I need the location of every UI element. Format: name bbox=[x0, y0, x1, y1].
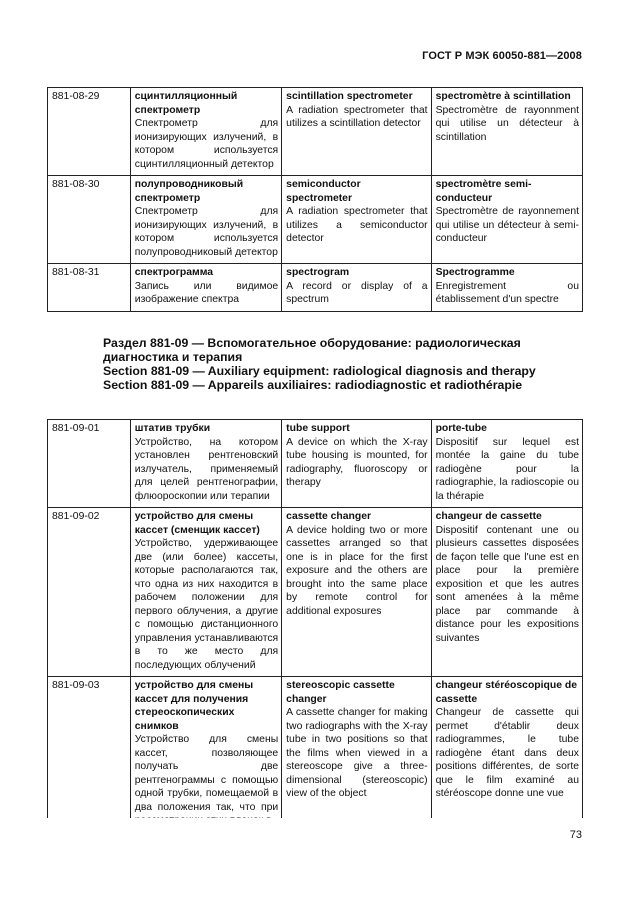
fr-definition: Spectromètre de rayonnement qui utilise un détecteur à semi-conducteur bbox=[435, 206, 579, 244]
ru-term: устройство для смены кассет для получения стереоскопических снимков bbox=[134, 680, 254, 732]
en-term: semiconductor spectrometer bbox=[286, 179, 361, 204]
ru-term: штатив трубки bbox=[134, 423, 211, 434]
fr-definition: Spectromètre de rayonnment qui utilise un détecteur à scintillation bbox=[435, 104, 579, 143]
ru-term: полупроводниковый спектрометр bbox=[134, 179, 244, 204]
en-term: tube support bbox=[286, 423, 350, 434]
table-row bbox=[48, 677, 583, 833]
en-definition: A device on which the X-ray tube housing is mounted, for radiography, fluoroscopy or therapy bbox=[286, 436, 428, 488]
term-number: 881-08-31 bbox=[48, 264, 131, 312]
term-number: 881-09-03 bbox=[48, 677, 131, 833]
term-number: 881-09-02 bbox=[48, 508, 131, 677]
ru-definition: Устройство для смены кассет, позволяющее получать две рентгенограммы с помощью одной трубки, помещаемой в два положения так, что при bbox=[134, 734, 279, 813]
ru-definition: Спектрометр для ионизирующих излучений, в котором используется сцинтилляционный детектор bbox=[134, 118, 279, 170]
term-number: 881-09-01 bbox=[48, 420, 131, 508]
en-term: scintillation spectrometer bbox=[286, 91, 413, 102]
page-number: 73 bbox=[569, 829, 582, 841]
ru-definition: Устройство, на котором установлен рентгеновский излучатель, применяемый для целей рентгенографии, флюороскопии или терапии bbox=[134, 436, 279, 502]
en-definition: A cassette changer for making two radiographs with the X-ray tube in two positions so that the films when viewed in a stereoscope give a three-dimensional (stereoscopic) view of the object bbox=[286, 707, 428, 799]
table-row bbox=[48, 176, 583, 264]
section-title-en: Section 881-09 — Auxiliary equipment: radiological diagnosis and therapy bbox=[103, 364, 536, 378]
en-definition: A radiation spectrometer that utilizes a scintillation detector bbox=[286, 104, 428, 129]
ru-definition: Устройство, удерживающее две (или более) кассеты, которые располагаются так, что одна из них находится в рабочем положении для первого облучения, а другие с помощью дистанционного управления устанавливаются в то же место для последующих облучений bbox=[134, 538, 279, 671]
table-row bbox=[48, 88, 583, 176]
fr-term: changeur de cassette bbox=[435, 511, 542, 522]
section-heading bbox=[103, 336, 583, 392]
fr-definition: Dispositif contenant une ou plusieurs cassettes disposées de façon telle que l'une est en place pour la première exposition et que les autres sont amenées à la même place par commande à distance pour les expositions suivantes bbox=[435, 524, 579, 644]
en-term: spectrogram bbox=[286, 267, 350, 278]
page-bottom-margin bbox=[0, 818, 630, 913]
en-term: stereoscopic cassette changer bbox=[286, 680, 395, 705]
ru-term: устройство для смены кассет (сменщик кассет) bbox=[134, 511, 260, 536]
fr-definition: Dispositif sur lequel est montée la gaine du tube radiogène pour la radiographie, la radioscopie ou la thérapie bbox=[435, 436, 579, 502]
en-definition: A device holding two or more cassettes arranged so that one is in place for the first exposure and the others are brought into the same place by remote control for additional exposures bbox=[286, 524, 428, 617]
section-title-ru-line2: диагностика и терапия bbox=[103, 350, 243, 364]
table-row bbox=[48, 264, 583, 312]
terms-table-1 bbox=[47, 87, 583, 312]
term-number: 881-08-30 bbox=[48, 176, 131, 264]
fr-term: spectromètre semi-conducteur bbox=[435, 179, 532, 204]
section-title-ru-line1: Раздел 881-09 — Вспомогательное оборудование: радиологическая bbox=[103, 336, 521, 350]
ru-definition: Запись или видимое изображение спектра bbox=[134, 280, 279, 305]
en-definition: A record or display of a spectrum bbox=[286, 280, 428, 305]
ru-definition: Спектрометр для ионизирующих излучений, в котором используется полупроводниковый детектор bbox=[134, 206, 279, 258]
ru-term: сцинтилляционный спектрометр bbox=[134, 91, 238, 116]
fr-definition: Enregistrement ou établissement d'un spectre bbox=[435, 280, 579, 305]
table-row bbox=[48, 420, 583, 508]
table-row bbox=[48, 508, 583, 677]
ru-term: спектрограмма bbox=[134, 267, 214, 278]
fr-term: spectromètre à scintillation bbox=[435, 91, 571, 102]
section-title-fr: Section 881-09 — Appareils auxiliaires: radiodiagnostic et radiothérapie bbox=[103, 378, 523, 392]
terms-table-2 bbox=[47, 419, 583, 833]
en-definition: A radiation spectrometer that utilizes a semiconductor detector bbox=[286, 206, 428, 244]
standard-code: ГОСТ Р МЭК 60050-881—2008 bbox=[422, 50, 582, 62]
term-number: 881-08-29 bbox=[48, 88, 131, 176]
fr-term: Spectrogramme bbox=[435, 267, 515, 278]
fr-term: porte-tube bbox=[435, 423, 487, 434]
fr-term: changeur stéréoscopique de cassette bbox=[435, 680, 578, 705]
en-term: cassette changer bbox=[286, 511, 372, 522]
fr-definition: Changeur de cassette qui permet d'établir deux radiogrammes, le tube radiogène étant dans deux positions différentes, de sorte que le film examiné au stéréoscope donne une vue bbox=[435, 707, 579, 799]
